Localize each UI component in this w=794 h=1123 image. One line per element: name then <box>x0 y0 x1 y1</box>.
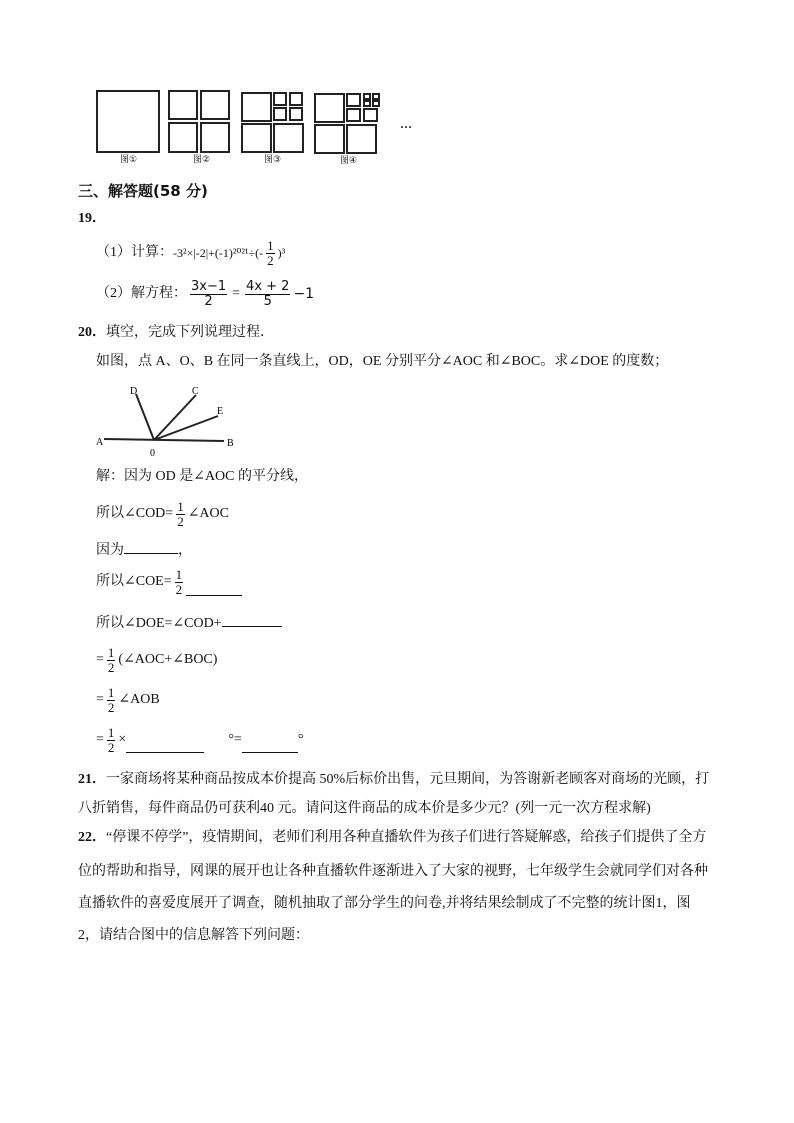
question-number-22: 22． <box>78 830 106 845</box>
blank-result[interactable] <box>242 738 298 753</box>
label-b: B <box>227 438 234 449</box>
q20-title: 填空，完成下列说理过程． <box>106 325 274 340</box>
half-fraction: $\frac{1}{2}$ <box>177 498 184 529</box>
q22-line4: 2，请结合图中的信息解答下列问题： <box>78 928 309 943</box>
q20-header <box>78 323 274 343</box>
q20-step4: 所以∠COE= $\frac{1}{2}$ <box>96 566 242 598</box>
blank-coe[interactable] <box>186 581 242 596</box>
q19-lhs-fraction: $\frac{3x-1}{2}$ <box>191 278 227 309</box>
q20-step1: 解：因为 OD 是∠AOC 的平分线， <box>96 469 309 484</box>
fig3-square <box>273 92 287 106</box>
q22-line3: 直播软件的喜爱度展开了调查，随机抽取了部分学生的问卷,并将结果绘制成了不完整的统计图1，图 <box>78 896 691 911</box>
q19-part1-fraction: $\frac{1}{2}$ <box>267 237 274 268</box>
label-e: E <box>217 406 224 417</box>
fig4-square <box>363 108 378 122</box>
line-ab <box>104 439 224 441</box>
blank-reason[interactable] <box>124 539 178 554</box>
fig4-square <box>372 93 380 100</box>
fig4-label: 图④ <box>340 156 358 166</box>
fig4-square <box>314 93 345 123</box>
question-number-19: 19． <box>78 211 106 226</box>
q19-part1-expr: -3²×|-2|+(-1)²⁰²¹÷(- <box>173 246 264 260</box>
q19-rhs-fraction: $\frac{4x + 2}{5}$ <box>246 278 290 309</box>
q21-line1: 21．一家商场将某种商品按成本价提高 50%后标价出售，元旦期间，为答谢新老顾客对商场的光顾，打 <box>78 772 710 787</box>
fig2-square <box>168 122 198 153</box>
label-o: 0 <box>150 448 155 459</box>
half-fraction: $\frac{1}{2}$ <box>175 566 183 597</box>
q19-tail: −1 <box>293 286 315 302</box>
q22-line1: 22．“停课不停学”，疫情期间，老师们利用各种直播软件为孩子们进行答疑解惑，给孩子们提供了全方 <box>78 830 707 845</box>
q20-step8: = $\frac{1}{2}$ × °= ° <box>96 724 304 755</box>
fig3-square <box>289 92 303 106</box>
fig3-label: 图③ <box>264 155 282 165</box>
label-c: C <box>192 386 199 397</box>
q20-step2: 所以∠COD= $\frac{1}{2}$ ∠AOC <box>96 498 229 529</box>
fig1-label: 图① <box>120 155 138 165</box>
q20-step5: 所以∠DOE=∠COD+ <box>96 612 282 634</box>
half-fraction: $\frac{1}{2}$ <box>107 644 115 675</box>
q22-line2: 位的帮助和指导，网课的展开也让各种直播软件逐渐进入了大家的视野，七年级学生会就同学们对各种 <box>78 864 708 879</box>
fig3-square <box>273 107 287 121</box>
section-title: 三、解答题(58 分) <box>78 182 208 200</box>
q19-part2-prefix: （2）解方程： <box>96 286 187 301</box>
q20-step7: = $\frac{1}{2}$ ∠AOB <box>96 684 160 715</box>
fig2-square <box>200 122 230 153</box>
q20-step6: = $\frac{1}{2}$ (∠AOC+∠BOC) <box>96 644 218 675</box>
fig1-square <box>96 90 160 153</box>
fig4-square <box>346 108 361 122</box>
fig4-square <box>346 124 377 154</box>
fig2-square <box>168 90 198 120</box>
label-d: D <box>130 386 138 397</box>
fig4-square <box>363 93 371 100</box>
q19-part1-prefix: （1）计算： <box>96 245 173 260</box>
angle-diagram <box>92 380 242 460</box>
fig3-square <box>241 123 272 153</box>
q21-line2: 八折销售，每件商品仍可获利40 元。请问这件商品的成本价是多少元？(列一元一次方程求解) <box>78 801 651 816</box>
blank-angle[interactable] <box>126 738 204 753</box>
question-number-21: 21． <box>78 772 106 787</box>
fig2-label: 图② <box>193 155 211 165</box>
ray-oc <box>154 395 196 440</box>
q19-part2 <box>96 276 314 312</box>
label-a: A <box>96 437 104 448</box>
q19-part1 <box>96 235 285 271</box>
fig4-square <box>363 100 371 107</box>
fig4-square <box>372 100 380 107</box>
fig3-square <box>241 92 272 122</box>
q20-step3: 因为 ， <box>96 539 192 561</box>
fig3-square <box>289 107 303 121</box>
half-fraction: $\frac{1}{2}$ <box>107 684 115 715</box>
fig3-square <box>273 123 304 153</box>
question-number-20: 20． <box>78 325 106 340</box>
figure-ellipsis: … <box>400 117 412 131</box>
q20-statement: 如图，点 A、O、B 在同一条直线上，OD，OE 分别平分∠AOC 和∠BOC。求∠DOE 的度数； <box>96 354 669 369</box>
ray-od <box>136 394 154 440</box>
q19-part1-suffix: )³ <box>277 246 286 260</box>
fig2-square <box>200 90 230 120</box>
fig4-square <box>346 93 361 107</box>
blank-doe[interactable] <box>222 612 282 627</box>
q19-equals: = <box>232 286 241 301</box>
ray-oe <box>154 416 218 440</box>
half-fraction: $\frac{1}{2}$ <box>107 724 115 755</box>
fig4-square <box>314 124 345 154</box>
